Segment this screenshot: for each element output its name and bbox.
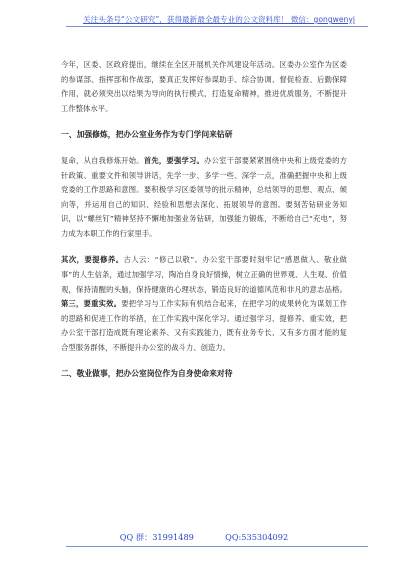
document-body <box>61 58 347 393</box>
point-1-heading: 首先，要强学习。 <box>143 156 205 166</box>
point-2-heading: 其次，要提修养。 <box>61 255 124 265</box>
header-promo-link[interactable]: 关注头条号“公文研究”，获得最新最全最专业的公文资料库！ 微信：gongwenyj <box>83 15 355 24</box>
footer-divider <box>66 546 368 547</box>
footer-qq: QQ:535304092 <box>225 532 289 542</box>
section-1-paragraph-1 <box>61 154 347 241</box>
point-1-text: 办公室干部要紧紧围绕中央和上级党委的方针政策、重要文件和领导讲话，先学一步、多学一些、深学一点，准确把握中央和上级党委的工作思路和意图。要积极学习区委领导的批示精神，总结领导的思想、观点、倾向等，并运用自己的知识、经验和思想去深化、拓展领导的意图。要刻苦钻研业务知识，以“螺丝钉”精神坚持不懈地加强业务钻研，加强能力锻炼，不断给自己“充电”，努力成为本职工作的行家里手。 <box>61 156 347 238</box>
point-2-text: 古人云：“修己以敬”。办公室干部要时刻牢记“感恩做人、敬业做事”的人生信条，通过加强学习，陶冶自身良好情操，树立正确的世界观、人生观、价值观，保持清醒的头脑，保持健康的心理状态，锻造良好的道德风范和非凡的意志品格。 <box>61 255 347 294</box>
section-2-heading: 二、敬业做事，把办公室岗位作为自身使命来对待 <box>61 369 233 379</box>
footer-qq-group: QQ 群：31991489 <box>119 532 194 542</box>
section-1-heading: 一、加强修炼，把办公室业务作为专门学问来钻研 <box>61 130 233 140</box>
intro-paragraph: 今年，区委、区政府提出，继续在全区开展机关作风建设年活动。区委办公室作为区委的参谋部、指挥部和作战部，要真正发挥好参谋助手、综合协调、督促检查、后勤保障作用，就必须突出以结果为导向的执行模式，打造复命精神，推进优质服务，不断提升工作整体水平。 <box>61 60 347 113</box>
point-3-heading: 第三，要重实效。 <box>61 299 122 309</box>
header-divider <box>66 26 368 27</box>
point-3-text: 要把学习与工作实际有机结合起来，在把学习的成果转化为谋划工作的思路和促进工作的举措，在工作实践中深化学习。通过强学习、提修养、重实效，把办公室干部打造成既有理论素养、又有实践能力，既有业务专长、又有多方面才能的复合型服务群体，不断提升办公室的战斗力、创造力。 <box>61 299 347 352</box>
paragraph-lead: 复命，从自我修炼开始。 <box>61 156 144 166</box>
section-1-paragraph-2 <box>61 253 347 355</box>
footer-contact <box>0 532 408 543</box>
